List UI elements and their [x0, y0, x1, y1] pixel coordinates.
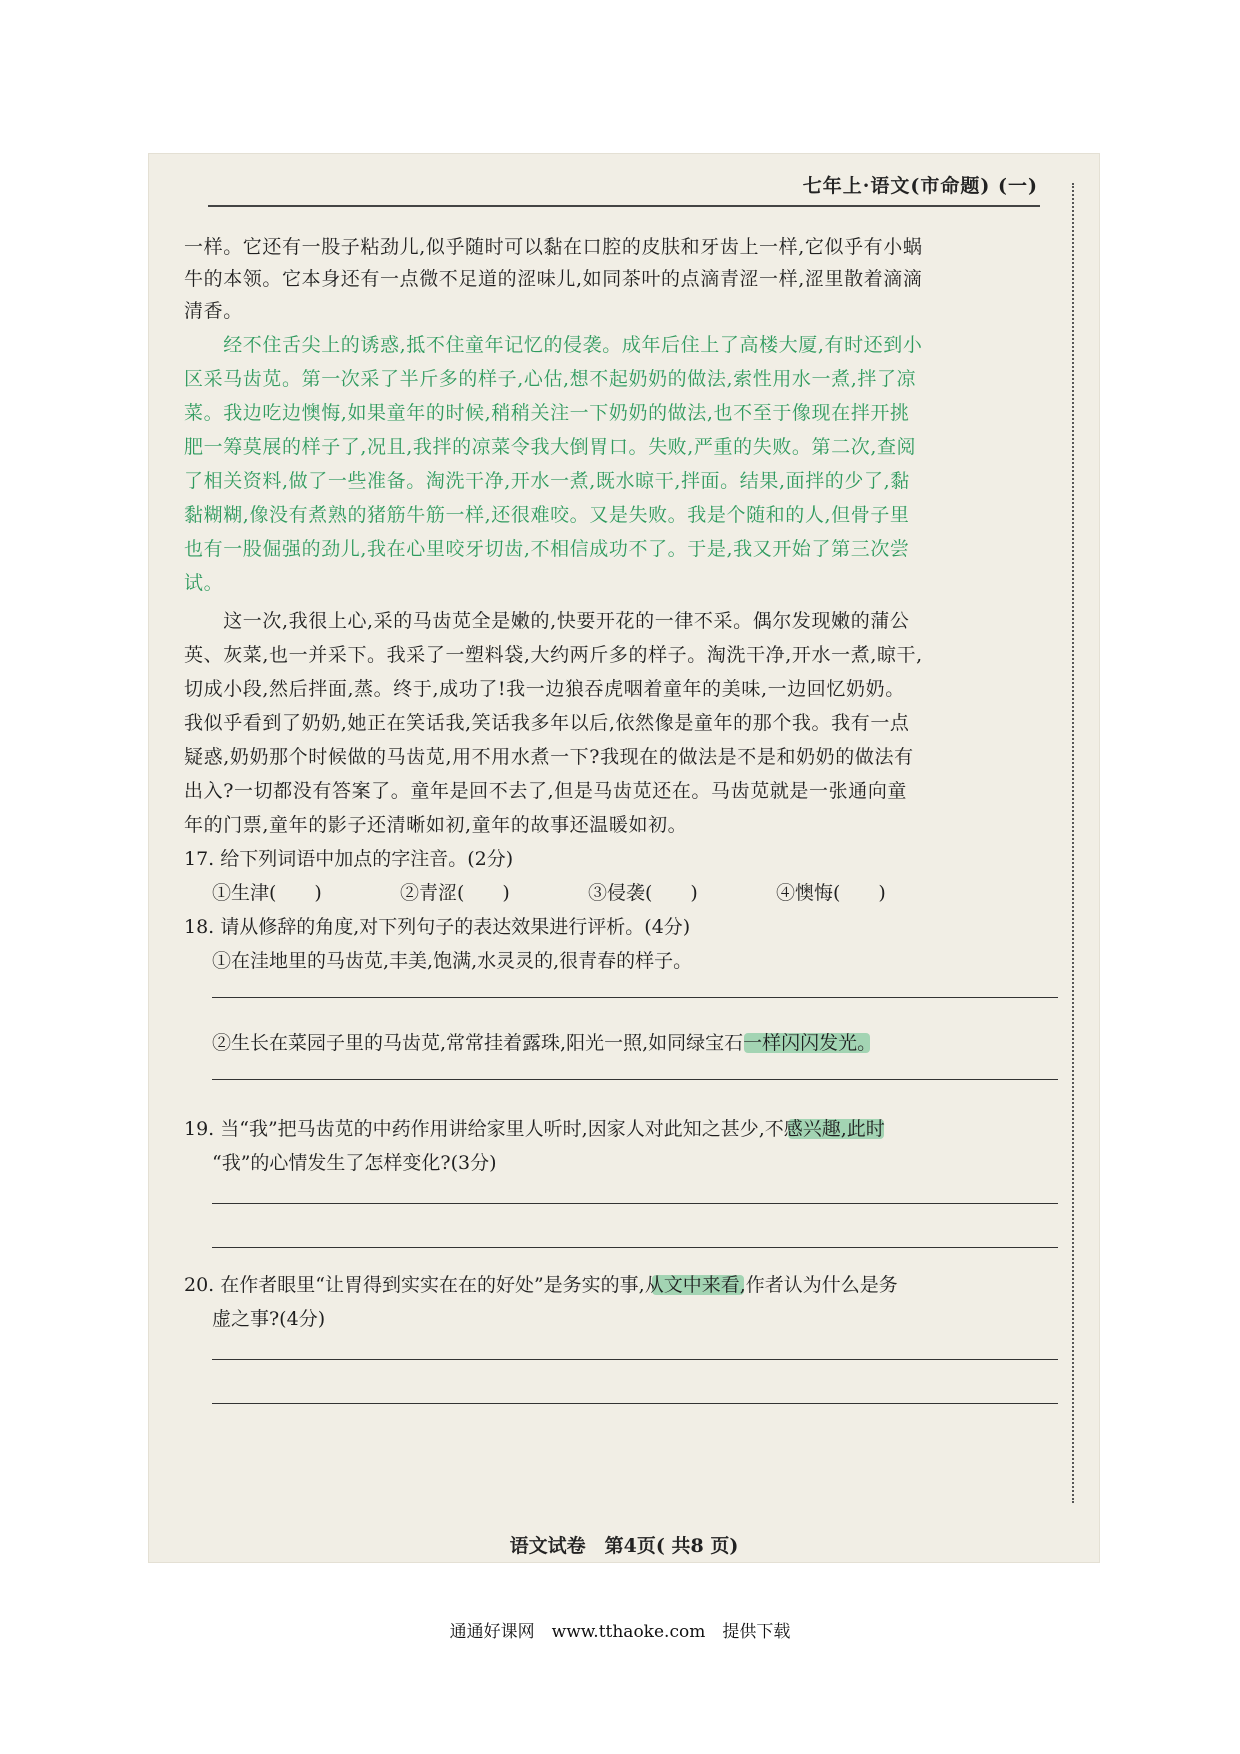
question-18-stem: 18. 请从修辞的角度,对下列句子的表达效果进行评析。(4分) — [184, 916, 691, 938]
binding-dotted-line — [1072, 183, 1074, 1503]
q20-answer-line-2[interactable] — [212, 1403, 1058, 1404]
passage-line-highlighted: 也有一股倔强的劲儿,我在心里咬牙切齿,不相信成功不了。于是,我又开始了第三次尝 — [184, 538, 910, 560]
q17-item-4[interactable]: ④懊悔( ) — [776, 882, 886, 904]
passage-line-highlighted: 经不住舌尖上的诱惑,抵不住童年记忆的侵袭。成年后住上了高楼大厦,有时还到小 — [184, 334, 923, 356]
q17-item-1[interactable]: ①生津( ) — [212, 882, 322, 904]
q19-answer-line-1[interactable] — [212, 1203, 1058, 1204]
passage-line: 一样。它还有一股子粘劲儿,似乎随时可以黏在口腔的皮肤和牙齿上一样,它似乎有小蜗 — [184, 236, 923, 258]
passage-line: 清香。 — [184, 300, 243, 322]
question-20-stem-line-1: 20. 在作者眼里“让胃得到实实在在的好处”是务实的事,从文中来看,作者认为什么是务 — [184, 1274, 898, 1296]
q17-item-3[interactable]: ③侵袭( ) — [588, 882, 698, 904]
passage-line-highlighted: 区采马齿苋。第一次采了半斤多的样子,心估,想不起奶奶的做法,索性用水一煮,拌了凉 — [184, 368, 917, 390]
passage-line: 切成小段,然后拌面,蒸。终于,成功了!我一边狼吞虎咽着童年的美味,一边回忆奶奶。 — [184, 678, 905, 700]
passage-line: 年的门票,童年的影子还清晰如初,童年的故事还温暖如初。 — [184, 814, 688, 836]
passage-line-highlighted: 试。 — [184, 572, 224, 594]
passage-line: 这一次,我很上心,采的马齿苋全是嫩的,快要开花的一律不采。偶尔发现嫩的蒲公 — [184, 610, 910, 632]
question-20-stem-line-2: 虚之事?(4分) — [212, 1308, 326, 1330]
page-footer: 语文试卷 第4页( 共8 页) — [509, 1535, 739, 1557]
q18-answer-line-1[interactable] — [212, 997, 1058, 998]
passage-line: 出入?一切都没有答案了。童年是回不去了,但是马齿苋还在。马齿苋就是一张通向童 — [184, 780, 908, 802]
exam-page — [148, 153, 1100, 1563]
question-19-stem-line-2: “我”的心情发生了怎样变化?(3分) — [212, 1152, 497, 1174]
question-19-stem-line-1: 19. 当“我”把马齿苋的中药作用讲给家里人听时,因家人对此知之甚少,不感兴趣,此时 — [184, 1118, 885, 1140]
q17-item-2[interactable]: ②青涩( ) — [400, 882, 510, 904]
passage-line-highlighted: 肥一筹莫展的样子了,况且,我拌的凉菜令我大倒胃口。失败,严重的失败。第二次,查阅 — [184, 436, 917, 458]
passage-line: 我似乎看到了奶奶,她正在笑话我,笑话我多年以后,依然像是童年的那个我。我有一点 — [184, 712, 910, 734]
q18-sentence-2: ②生长在菜园子里的马齿苋,常常挂着露珠,阳光一照,如同绿宝石一样闪闪发光。 — [212, 1032, 877, 1054]
q20-answer-line-1[interactable] — [212, 1359, 1058, 1360]
passage-line-highlighted: 黏糊糊,像没有煮熟的猪筋牛筋一样,还很难咬。又是失败。我是个随和的人,但骨子里 — [184, 504, 910, 526]
header-rule — [208, 205, 1040, 207]
passage-line: 英、灰菜,也一并采下。我采了一塑料袋,大约两斤多的样子。淘洗干净,开水一煮,晾干, — [184, 644, 923, 666]
question-17-stem: 17. 给下列词语中加点的字注音。(2分) — [184, 848, 514, 870]
passage-line: 疑惑,奶奶那个时候做的马齿苋,用不用水煮一下?我现在的做法是不是和奶奶的做法有 — [184, 746, 914, 768]
q19-answer-line-2[interactable] — [212, 1247, 1058, 1248]
passage-line-highlighted: 了相关资料,做了一些准备。淘洗干净,开水一煮,既水晾干,拌面。结果,面拌的少了,黏 — [184, 470, 910, 492]
page-header-title: 七年上·语文(市命题) (一) — [802, 175, 1038, 197]
passage-line: 牛的本领。它本身还有一点微不足道的涩味儿,如同茶叶的点滴青涩一样,涩里散着滴滴 — [184, 268, 923, 290]
q18-sentence-1: ①在洼地里的马齿苋,丰美,饱满,水灵灵的,很青春的样子。 — [212, 950, 693, 972]
download-credit: 通通好课网 www.tthaoke.com 提供下载 — [449, 1622, 791, 1642]
q18-answer-line-2[interactable] — [212, 1079, 1058, 1080]
passage-line-highlighted: 菜。我边吃边懊悔,如果童年的时候,稍稍关注一下奶奶的做法,也不至于像现在拌开挑 — [184, 402, 910, 424]
